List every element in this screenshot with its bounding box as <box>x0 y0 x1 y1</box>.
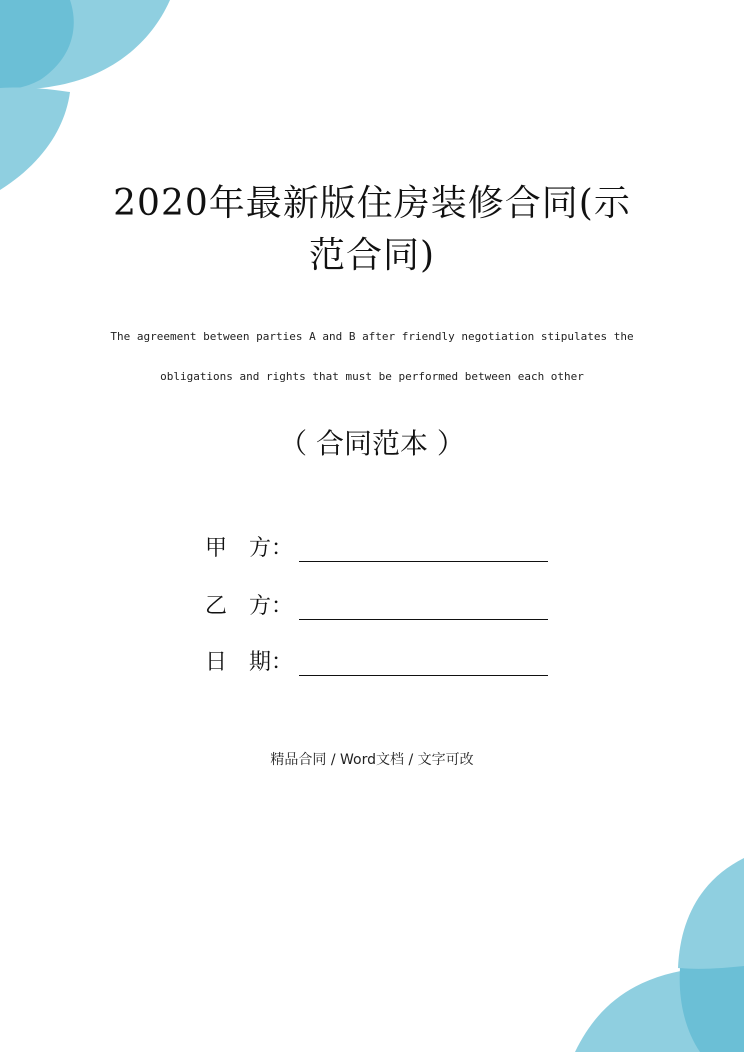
party-a-blank-line <box>299 539 548 562</box>
date-row <box>205 646 548 676</box>
party-b-row <box>205 590 548 620</box>
date-blank-line <box>299 653 548 676</box>
document-title <box>110 178 634 282</box>
template-label: （ 合同范本 ） <box>279 427 465 460</box>
bottom-right-decoration <box>575 858 744 1052</box>
top-left-decoration <box>0 0 170 190</box>
title-line-2: 范合同) <box>308 235 436 276</box>
title-line-1: 2020年最新版住房装修合同(示 <box>113 183 631 224</box>
footer-note: 精品合同 / Word文档 / 文字可改 <box>270 752 474 768</box>
party-b-blank-line <box>299 597 548 620</box>
english-subtitle-line-1: The agreement between parties A and B after friendly negotiation stipulates the <box>110 330 634 343</box>
party-a-label: 甲 方： <box>205 536 294 561</box>
party-b-label: 乙 方： <box>205 594 294 619</box>
party-a-row <box>205 532 548 562</box>
date-label: 日 期： <box>205 650 294 675</box>
english-subtitle-line-2: obligations and rights that must be performed between each other <box>160 370 584 383</box>
